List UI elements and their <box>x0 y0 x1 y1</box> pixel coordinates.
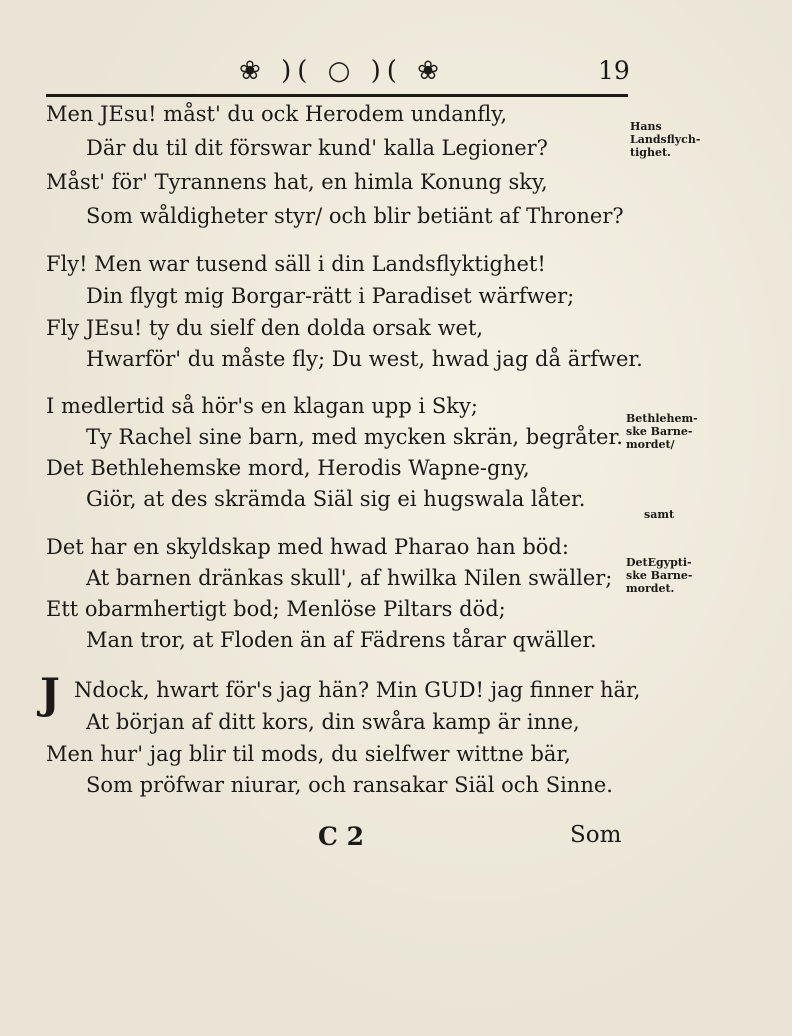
margin-note-line: Landsflych- <box>630 133 701 146</box>
margin-note-line: Bethlehem- <box>626 412 698 425</box>
poem-line: Fly JEsu! ty du sielf den dolda orsak wet, <box>46 316 484 340</box>
poem-line: Fly! Men war tusend säll i din Landsflyktighet! <box>46 252 546 276</box>
poem-line: Som wåldigheter styr/ och blir betiänt af Throner? <box>86 204 624 228</box>
margin-note-line: tighet. <box>630 146 671 159</box>
margin-note <box>630 120 700 159</box>
poem-line: Det Bethlehemske mord, Herodis Wapne-gny, <box>46 456 530 480</box>
poem-line: Giör, at des skrämda Siäl sig ei hugswala låter. <box>86 487 586 511</box>
poem-line: Din flygt mig Borgar-rätt i Paradiset wärfwer; <box>86 284 575 308</box>
margin-note-line: samt <box>644 508 675 521</box>
margin-note-line: ske Barne- <box>626 425 693 438</box>
drop-initial: J <box>40 669 60 718</box>
margin-note-line: mordet. <box>626 582 675 595</box>
poem-line: I medlertid så hör's en klagan upp i Sky; <box>46 394 478 418</box>
margin-note <box>644 508 674 521</box>
catchword: Som <box>570 822 622 848</box>
margin-note <box>626 556 692 595</box>
poem-line: Hwarför' du måste fly; Du west, hwad jag då ärfwer. <box>86 347 643 371</box>
poem-line: Man tror, at Floden än af Fädrens tårar qwäller. <box>86 628 597 652</box>
poem-line: Som pröfwar niurar, och ransakar Siäl och Sinne. <box>86 773 613 797</box>
poem-line: Men JEsu! måst' du ock Herodem undanfly, <box>46 102 508 126</box>
poem-line: Ett obarmhertigt bod; Menlöse Piltars död; <box>46 597 506 621</box>
margin-note-line: DetEgypti- <box>626 556 692 569</box>
signature-mark: C 2 <box>318 822 364 851</box>
page-number: 19 <box>598 56 630 85</box>
poem-line: At barnen dränkas skull', af hwilka Nilen swäller; <box>86 566 613 590</box>
poem-line: Det har en skyldskap med hwad Pharao han böd: <box>46 535 569 559</box>
header-ornament: ❀ )( ○ )( ❀ <box>239 56 445 86</box>
margin-note-line: ske Barne- <box>626 569 693 582</box>
margin-note-line: Hans <box>630 120 662 133</box>
poem-line: Där du til dit förswar kund' kalla Legioner? <box>86 136 548 160</box>
margin-note-line: mordet/ <box>626 438 675 451</box>
poem-line: Ndock, hwart för's jag hän? Min GUD! jag finner här, <box>74 678 641 702</box>
poem-line: Ty Rachel sine barn, med mycken skrän, begråter. <box>86 425 623 449</box>
margin-note <box>626 412 698 451</box>
poem-line: Men hur' jag blir til mods, du sielfwer wittne bär, <box>46 742 571 766</box>
poem-line: At början af ditt kors, din swåra kamp är inne, <box>86 710 580 734</box>
header-rule <box>46 94 628 97</box>
poem-line: Måst' för' Tyrannens hat, en himla Konung sky, <box>46 170 548 194</box>
